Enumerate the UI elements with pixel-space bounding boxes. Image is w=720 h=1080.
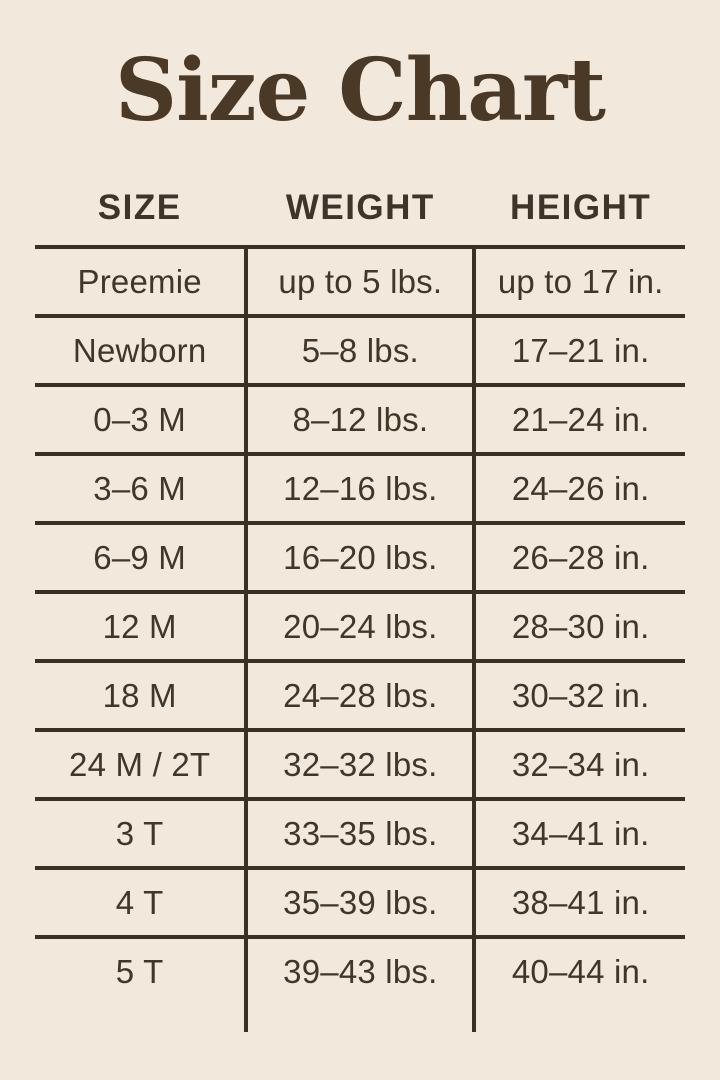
- height-cell: 26–28 in.: [511, 538, 650, 576]
- table-header-row: [35, 188, 685, 245]
- table-row: [35, 314, 685, 383]
- weight-cell: 12–16 lbs.: [244, 456, 476, 521]
- weight-cell: 5–8 lbs.: [244, 318, 476, 383]
- weight-cell: 39–43 lbs.: [244, 939, 476, 1004]
- table-body: [35, 245, 685, 1032]
- table-row: [35, 590, 685, 659]
- weight-cell: 32–32 lbs.: [244, 732, 476, 797]
- height-cell: 24–26 in.: [511, 469, 650, 507]
- tail-spacer: [35, 1004, 244, 1032]
- table-row: [35, 866, 685, 935]
- weight-cell: 35–39 lbs.: [244, 870, 476, 935]
- tail-spacer: [476, 1004, 685, 1032]
- size-cell: Newborn: [72, 331, 207, 369]
- size-cell: 6–9 M: [93, 538, 186, 576]
- table-row: [35, 521, 685, 590]
- height-cell: 17–21 in.: [511, 331, 650, 369]
- table-row: [35, 452, 685, 521]
- weight-cell: 16–20 lbs.: [244, 525, 476, 590]
- size-cell: Preemie: [77, 262, 202, 300]
- table-row: [35, 728, 685, 797]
- weight-cell: 33–35 lbs.: [244, 801, 476, 866]
- size-cell: 3–6 M: [93, 469, 186, 507]
- height-cell: up to 17 in.: [497, 262, 664, 300]
- height-cell: 32–34 in.: [511, 745, 650, 783]
- size-table: [35, 188, 685, 1032]
- tail-spacer: [244, 1004, 476, 1032]
- height-cell: 40–44 in.: [511, 952, 650, 990]
- column-header-weight: WEIGHT: [285, 188, 435, 228]
- height-cell: 34–41 in.: [511, 814, 650, 852]
- table-row: [35, 245, 685, 314]
- size-cell: 5 T: [115, 952, 164, 990]
- weight-cell: 24–28 lbs.: [244, 663, 476, 728]
- height-cell: 28–30 in.: [511, 607, 650, 645]
- weight-cell: up to 5 lbs.: [244, 249, 476, 314]
- size-cell: 4 T: [115, 883, 164, 921]
- size-cell: 3 T: [115, 814, 164, 852]
- size-cell: 18 M: [102, 676, 177, 714]
- size-cell: 0–3 M: [93, 400, 186, 438]
- table-row: [35, 659, 685, 728]
- height-cell: 30–32 in.: [511, 676, 650, 714]
- size-cell: 24 M / 2T: [69, 745, 211, 783]
- height-cell: 21–24 in.: [511, 400, 650, 438]
- size-cell: 12 M: [102, 607, 177, 645]
- column-header-height: HEIGHT: [510, 188, 652, 228]
- table-divider-tail: [35, 1004, 685, 1032]
- table-row: [35, 935, 685, 1004]
- weight-cell: 8–12 lbs.: [244, 387, 476, 452]
- page-title: Size Chart: [114, 40, 605, 141]
- table-row: [35, 383, 685, 452]
- table-row: [35, 797, 685, 866]
- weight-cell: 20–24 lbs.: [244, 594, 476, 659]
- column-header-size: SIZE: [97, 188, 182, 228]
- height-cell: 38–41 in.: [511, 883, 650, 921]
